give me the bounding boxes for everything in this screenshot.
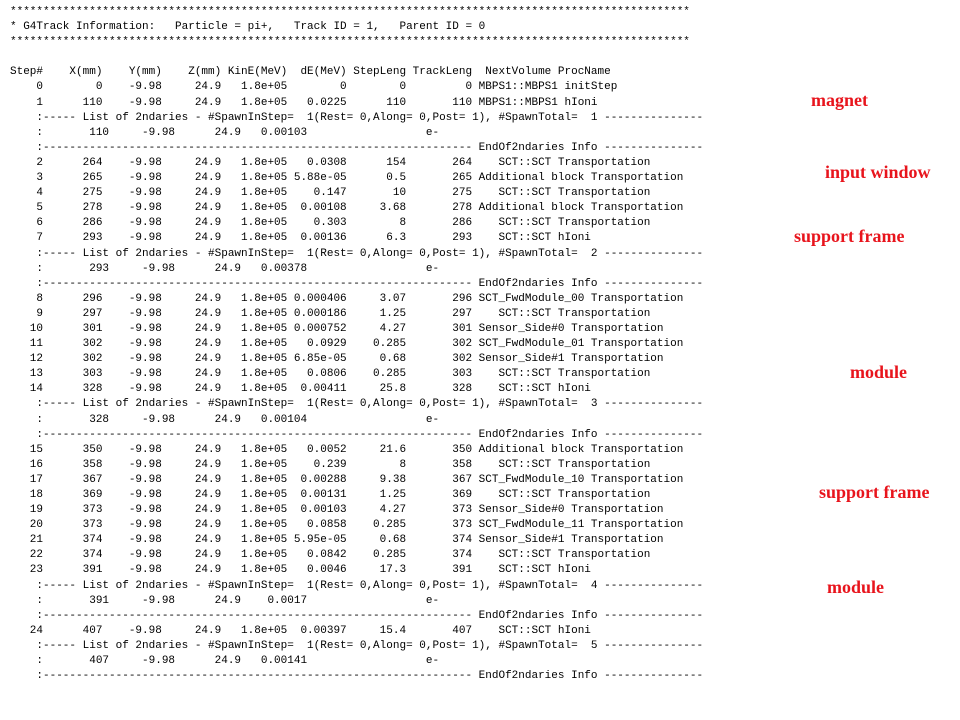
log-line: 17 367 -9.98 24.9 1.8e+05 0.00288 9.38 367 SCT_FwdModule_10 Transportation (10, 473, 684, 486)
log-line: 23 391 -9.98 24.9 1.8e+05 0.0046 17.3 391 SCT::SCT hIoni (10, 564, 591, 577)
log-line: 12 302 -9.98 24.9 1.8e+05 6.85e-05 0.68 302 Sensor_Side#1 Transportation (10, 353, 664, 366)
log-line: 2 264 -9.98 24.9 1.8e+05 0.0308 154 264 SCT::SCT Transportation (10, 156, 651, 169)
log-line: :----- List of 2ndaries - #SpawnInStep= 1(Rest= 0,Along= 0,Post= 1), #SpawnTotal= 1 --------------- (10, 111, 704, 124)
log-line: 15 350 -9.98 24.9 1.8e+05 0.0052 21.6 350 Additional block Transportation (10, 443, 684, 456)
log-line: 6 286 -9.98 24.9 1.8e+05 0.303 8 286 SCT::SCT Transportation (10, 217, 651, 230)
log-line: 9 297 -9.98 24.9 1.8e+05 0.000186 1.25 297 SCT::SCT Transportation (10, 307, 651, 320)
log-line: 22 374 -9.98 24.9 1.8e+05 0.0842 0.285 374 SCT::SCT Transportation (10, 549, 651, 562)
annotation-module: module (850, 362, 908, 382)
log-line: :----------------------------------------------------------------- EndOf2ndaries Info --------------- (10, 277, 704, 290)
log-line (10, 50, 703, 65)
log-line: : 328 -9.98 24.9 0.00104 e- (10, 413, 440, 426)
log-line: 21 374 -9.98 24.9 1.8e+05 5.95e-05 0.68 374 Sensor_Side#1 Transportation (10, 534, 664, 547)
log-line: :----- List of 2ndaries - #SpawnInStep= 1(Rest= 0,Along= 0,Post= 1), #SpawnTotal= 4 --------------- (10, 579, 704, 592)
log-line: 11 302 -9.98 24.9 1.8e+05 0.0929 0.285 302 SCT_FwdModule_01 Transportation (10, 338, 684, 351)
log-line: 13 303 -9.98 24.9 1.8e+05 0.0806 0.285 303 SCT::SCT Transportation (10, 368, 651, 381)
log-line: :----- List of 2ndaries - #SpawnInStep= 1(Rest= 0,Along= 0,Post= 1), #SpawnTotal= 5 --------------- (10, 639, 704, 652)
log-line: :----- List of 2ndaries - #SpawnInStep= 1(Rest= 0,Along= 0,Post= 1), #SpawnTotal= 3 --------------- (10, 398, 704, 411)
log-line: 0 0 -9.98 24.9 1.8e+05 0 0 0 MBPS1::MBPS1 initStep (10, 81, 618, 94)
log-line: :----------------------------------------------------------------- EndOf2ndaries Info --------------- (10, 141, 704, 154)
log-line: * G4Track Information: Particle = pi+, Track ID = 1, Parent ID = 0 (10, 21, 486, 34)
log-line: 20 373 -9.98 24.9 1.8e+05 0.0858 0.285 373 SCT_FwdModule_11 Transportation (10, 519, 684, 532)
log-line: :----------------------------------------------------------------- EndOf2ndaries Info --------------- (10, 609, 704, 622)
log-line: : 391 -9.98 24.9 0.0017 e- (10, 594, 440, 607)
annotation-module: module (827, 577, 885, 597)
log-line: 7 293 -9.98 24.9 1.8e+05 0.00136 6.3 293 SCT::SCT hIoni (10, 232, 591, 245)
annotation-input-window: input window (825, 162, 931, 182)
log-line: :----------------------------------------------------------------- EndOf2ndaries Info --------------- (10, 670, 704, 683)
log-line: 16 358 -9.98 24.9 1.8e+05 0.239 8 358 SCT::SCT Transportation (10, 458, 651, 471)
log-line: :----- List of 2ndaries - #SpawnInStep= 1(Rest= 0,Along= 0,Post= 1), #SpawnTotal= 2 --------------- (10, 247, 704, 260)
log-line: ******************************************************************************************************* (10, 6, 690, 18)
log-line: 8 296 -9.98 24.9 1.8e+05 0.000406 3.07 296 SCT_FwdModule_00 Transportation (10, 292, 684, 305)
annotation-magnet: magnet (811, 90, 868, 110)
log-line: :----------------------------------------------------------------- EndOf2ndaries Info --------------- (10, 428, 704, 441)
log-line: 1 110 -9.98 24.9 1.8e+05 0.0225 110 110 MBPS1::MBPS1 hIoni (10, 96, 598, 109)
log-line: : 293 -9.98 24.9 0.00378 e- (10, 262, 440, 275)
log-line: : 110 -9.98 24.9 0.00103 e- (10, 126, 440, 139)
annotation-support-frame: support frame (819, 482, 930, 502)
log-line: 24 407 -9.98 24.9 1.8e+05 0.00397 15.4 407 SCT::SCT hIoni (10, 624, 591, 637)
annotation-support-frame: support frame (794, 226, 905, 246)
log-line: 4 275 -9.98 24.9 1.8e+05 0.147 10 275 SCT::SCT Transportation (10, 187, 651, 200)
log-line: 19 373 -9.98 24.9 1.8e+05 0.00103 4.27 373 Sensor_Side#0 Transportation (10, 504, 664, 517)
log-line: ******************************************************************************************************* (10, 36, 690, 49)
log-line: 18 369 -9.98 24.9 1.8e+05 0.00131 1.25 369 SCT::SCT Transportation (10, 489, 651, 501)
terminal-output (10, 5, 703, 684)
log-line: 5 278 -9.98 24.9 1.8e+05 0.00108 3.68 278 Additional block Transportation (10, 202, 684, 215)
log-line: Step# X(mm) Y(mm) Z(mm) KinE(MeV) dE(MeV) StepLeng TrackLeng NextVolume ProcName (10, 66, 611, 79)
log-line: 3 265 -9.98 24.9 1.8e+05 5.88e-05 0.5 265 Additional block Transportation (10, 172, 684, 185)
log-line: 14 328 -9.98 24.9 1.8e+05 0.00411 25.8 328 SCT::SCT hIoni (10, 383, 591, 396)
log-line: : 407 -9.98 24.9 0.00141 e- (10, 655, 440, 668)
log-line: 10 301 -9.98 24.9 1.8e+05 0.000752 4.27 301 Sensor_Side#0 Transportation (10, 322, 664, 335)
